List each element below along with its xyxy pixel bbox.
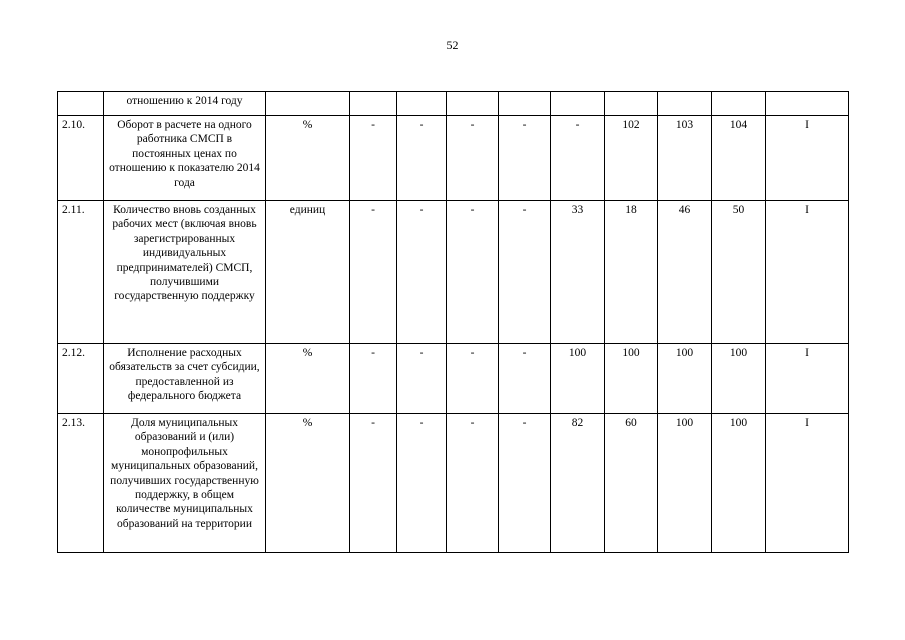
note-cell: I (766, 414, 849, 553)
value-cell (605, 92, 658, 116)
value-cell: 104 (712, 116, 766, 201)
value-cell: - (397, 116, 447, 201)
value-cell: - (447, 116, 499, 201)
value-cell (658, 92, 712, 116)
value-cell: 82 (551, 414, 605, 553)
row-number-cell: 2.13. (58, 414, 104, 553)
indicator-name-cell: Количество вновь созданных рабочих мест (включая вновь зарегистрированных индивидуальных предпринимателей) СМСП, получившими государственную поддержку (104, 201, 266, 344)
value-cell: - (397, 414, 447, 553)
value-cell: 100 (658, 344, 712, 414)
table-row (58, 92, 849, 116)
value-cell (447, 92, 499, 116)
value-cell: 50 (712, 201, 766, 344)
page-number: 52 (446, 38, 459, 52)
value-cell (499, 92, 551, 116)
row-number-cell: 2.11. (58, 201, 104, 344)
indicators-table (57, 91, 849, 553)
value-cell: 60 (605, 414, 658, 553)
value-cell (712, 92, 766, 116)
value-cell: - (350, 414, 397, 553)
value-cell: 100 (712, 414, 766, 553)
indicator-name-cell: отношению к 2014 году (104, 92, 266, 116)
value-cell: 100 (551, 344, 605, 414)
note-cell (766, 92, 849, 116)
table-row (58, 116, 849, 201)
row-number-cell (58, 92, 104, 116)
value-cell: - (447, 201, 499, 344)
value-cell: 33 (551, 201, 605, 344)
value-cell: - (447, 344, 499, 414)
row-number-cell: 2.12. (58, 344, 104, 414)
unit-cell (266, 92, 350, 116)
unit-cell: % (266, 414, 350, 553)
unit-cell: % (266, 344, 350, 414)
value-cell: - (447, 414, 499, 553)
value-cell: 18 (605, 201, 658, 344)
value-cell: 46 (658, 201, 712, 344)
value-cell: 103 (658, 116, 712, 201)
value-cell: 100 (658, 414, 712, 553)
value-cell (397, 92, 447, 116)
indicator-name-cell: Оборот в расчете на одного работника СМСП в постоянных ценах по отношению к показателю 2014 года (104, 116, 266, 201)
value-cell: 102 (605, 116, 658, 201)
note-cell: I (766, 201, 849, 344)
note-cell: I (766, 344, 849, 414)
value-cell: - (499, 116, 551, 201)
value-cell: - (551, 116, 605, 201)
unit-cell: единиц (266, 201, 350, 344)
value-cell: - (350, 201, 397, 344)
unit-cell: % (266, 116, 350, 201)
indicator-name-cell: Исполнение расходных обязательств за счет субсидии, предоставленной из федерального бюджета (104, 344, 266, 414)
value-cell: - (350, 116, 397, 201)
value-cell: - (397, 344, 447, 414)
note-cell: I (766, 116, 849, 201)
value-cell (350, 92, 397, 116)
table-row (58, 414, 849, 553)
value-cell (551, 92, 605, 116)
value-cell: - (499, 344, 551, 414)
value-cell: - (499, 201, 551, 344)
value-cell: - (397, 201, 447, 344)
indicator-name-cell: Доля муниципальных образований и (или) монопрофильных муниципальных образований, получивших государственную поддержку, в общем количестве муниципальных образований на территории (104, 414, 266, 553)
value-cell: 100 (605, 344, 658, 414)
row-number-cell: 2.10. (58, 116, 104, 201)
value-cell: - (499, 414, 551, 553)
table-row (58, 201, 849, 344)
value-cell: 100 (712, 344, 766, 414)
value-cell: - (350, 344, 397, 414)
table-row (58, 344, 849, 414)
